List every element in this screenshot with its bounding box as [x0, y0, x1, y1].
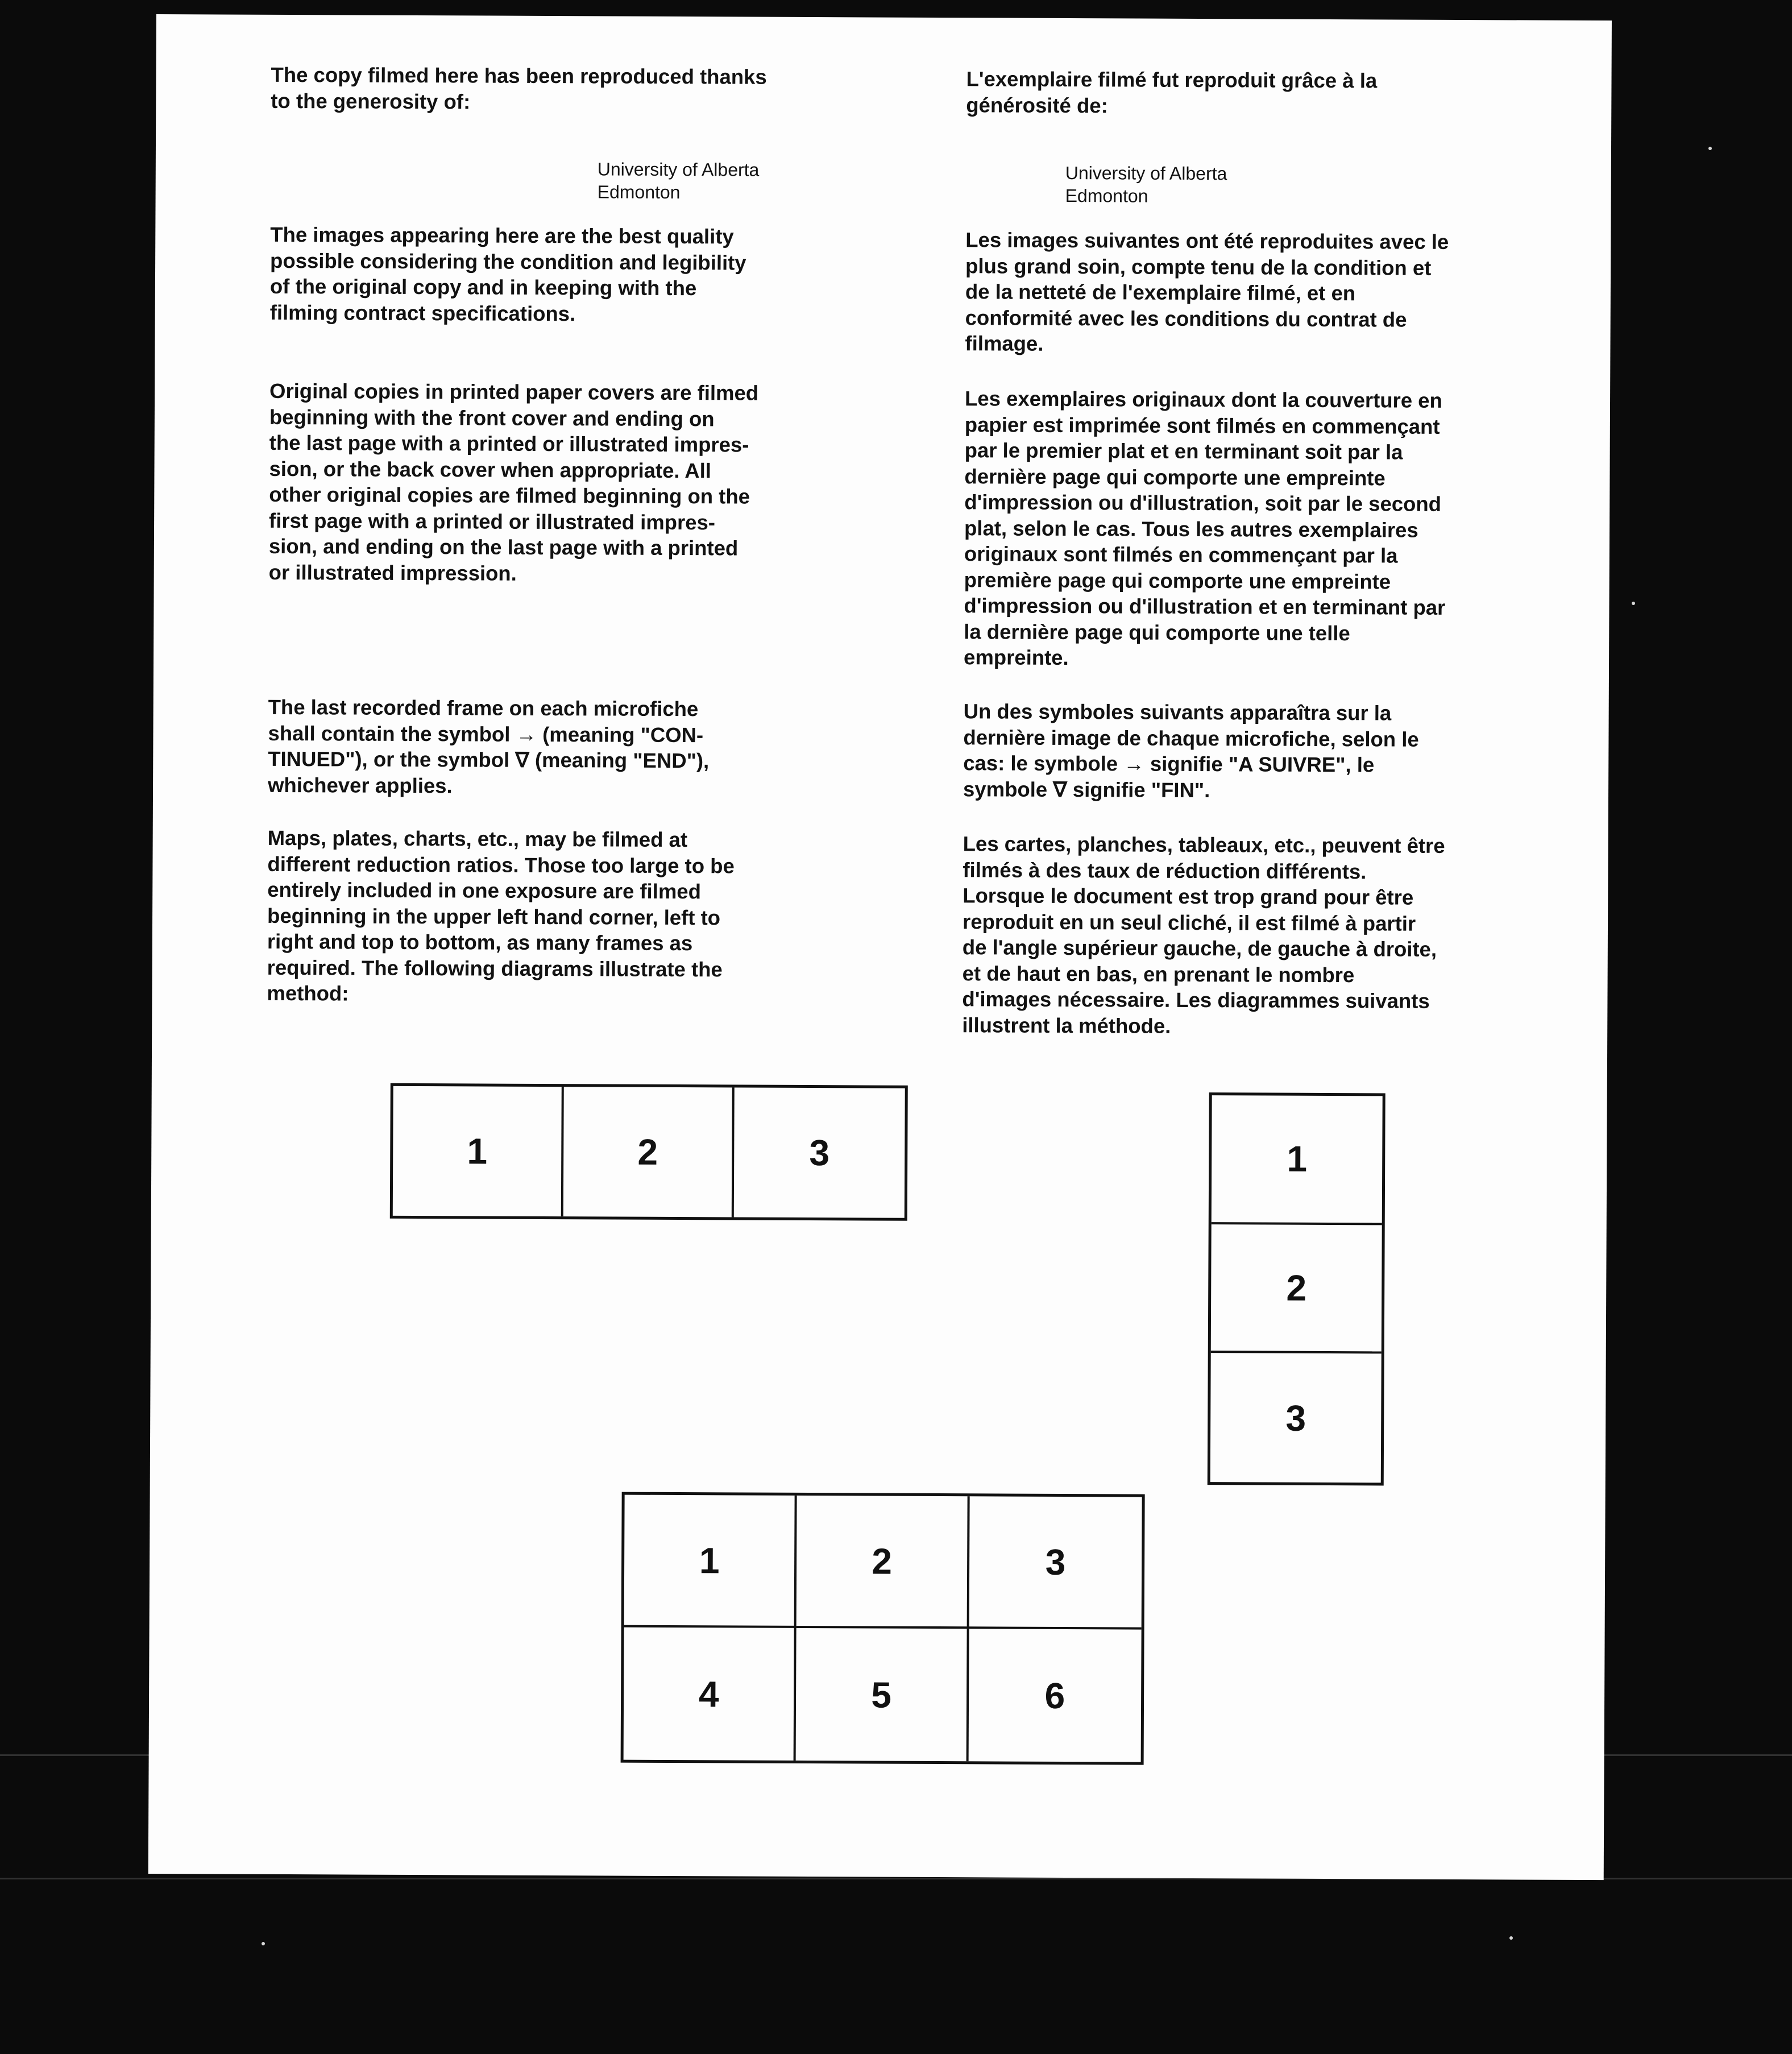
french-column	[962, 18, 1563, 1038]
english-column	[267, 15, 840, 1005]
english-maps-paragraph: Maps, plates, charts, etc., may be filmed at different reduction ratios. Those too large to be entirely included in one exposure are filmed beginning in the upper left hand corner, left to right and top to bottom, as many frames as required. The following diagrams illustrate the method:	[267, 826, 735, 1005]
frame-cell: 5	[796, 1628, 969, 1761]
english-symbols-paragraph: The last recorded frame on each microfiche shall contain the symbol → (meaning "CON- TINUED"), or the symbol ∇ (meaning "END"), whichever applies.	[268, 695, 710, 797]
french-intro: L'exemplaire filmé fut reproduit grâce à la générosité de:	[966, 67, 1378, 117]
document-page	[148, 14, 1612, 1880]
french-quality-paragraph: Les images suivantes ont été reproduites avec le plus grand soin, compte tenu de la condition et de la netteté de l'exemplaire filmé, et en conformité avec les conditions du contrat de filmage.	[965, 228, 1449, 355]
frame-cell: 3	[809, 1132, 830, 1174]
frame-cell: 6	[1044, 1675, 1065, 1716]
frame-cell: 1	[393, 1086, 564, 1216]
english-originals-paragraph: Original copies in printed paper covers are filmed beginning with the front cover and ending on the last page with a printed or illustrated impres- sion, or the back cover when appropriate. All other original copies are filmed beginning on the first page with a printed or illustrated impres- sion, and ending on the last page with a printed or illustrated impression.	[268, 379, 759, 585]
diagram-horizontal-three-frames	[390, 1083, 908, 1221]
english-institution: University of Alberta Edmonton	[597, 159, 760, 203]
dust-speck	[1509, 1936, 1513, 1940]
dust-speck	[1708, 147, 1712, 150]
dust-speck	[1632, 602, 1635, 605]
diagram-six-frame-grid	[621, 1492, 1145, 1765]
french-institution: University of Alberta Edmonton	[1065, 162, 1227, 206]
diagram-vertical-three-frames	[1208, 1092, 1386, 1485]
frame-cell: 2	[797, 1496, 969, 1629]
frame-cell: 1	[624, 1495, 797, 1628]
frame-cell: 1	[1212, 1095, 1383, 1225]
frame-cell: 3	[1285, 1397, 1306, 1439]
frame-cell: 2	[1211, 1224, 1382, 1354]
frame-cell: 2	[563, 1087, 735, 1217]
french-symbols-paragraph: Un des symboles suivants apparaîtra sur la dernière image de chaque microfiche, selon le cas: le symbole → signifie "A SUIVRE", le symbole ∇ signifie "FIN".	[963, 699, 1419, 802]
frame-cell: 4	[624, 1628, 797, 1761]
french-originals-paragraph: Les exemplaires originaux dont la couverture en papier est imprimée sont filmés en commençant par le premier plat et en terminant soit par la dernière page qui comporte une empreinte d'impression ou d'illustration, soit par le second plat, selon le cas. Tous les autres exemplaires originaux sont filmés en commençant par la première page qui comporte une empreinte d'impression ou d'illustration et en terminant par la dernière page qui comporte une telle empreinte.	[963, 387, 1446, 670]
french-maps-paragraph: Les cartes, planches, tableaux, etc., peuvent être filmés à des taux de réduction différents. Lorsque le document est trop grand pour être reproduit en un seul cliché, il est filmé à partir de l'angle supérieur gauche, de gauche à droite, et de haut en bas, en prenant le nombre d'images nécessaire. Les diagrammes suivants illustrent la méthode.	[962, 832, 1445, 1038]
dust-speck	[262, 1942, 265, 1945]
english-quality-paragraph: The images appearing here are the best quality possible considering the condition and legibility of the original copy and in keeping with the filming contract specifications.	[269, 222, 746, 325]
english-intro: The copy filmed here has been reproduced thanks to the generosity of:	[271, 63, 767, 113]
frame-cell: 3	[969, 1496, 1142, 1629]
